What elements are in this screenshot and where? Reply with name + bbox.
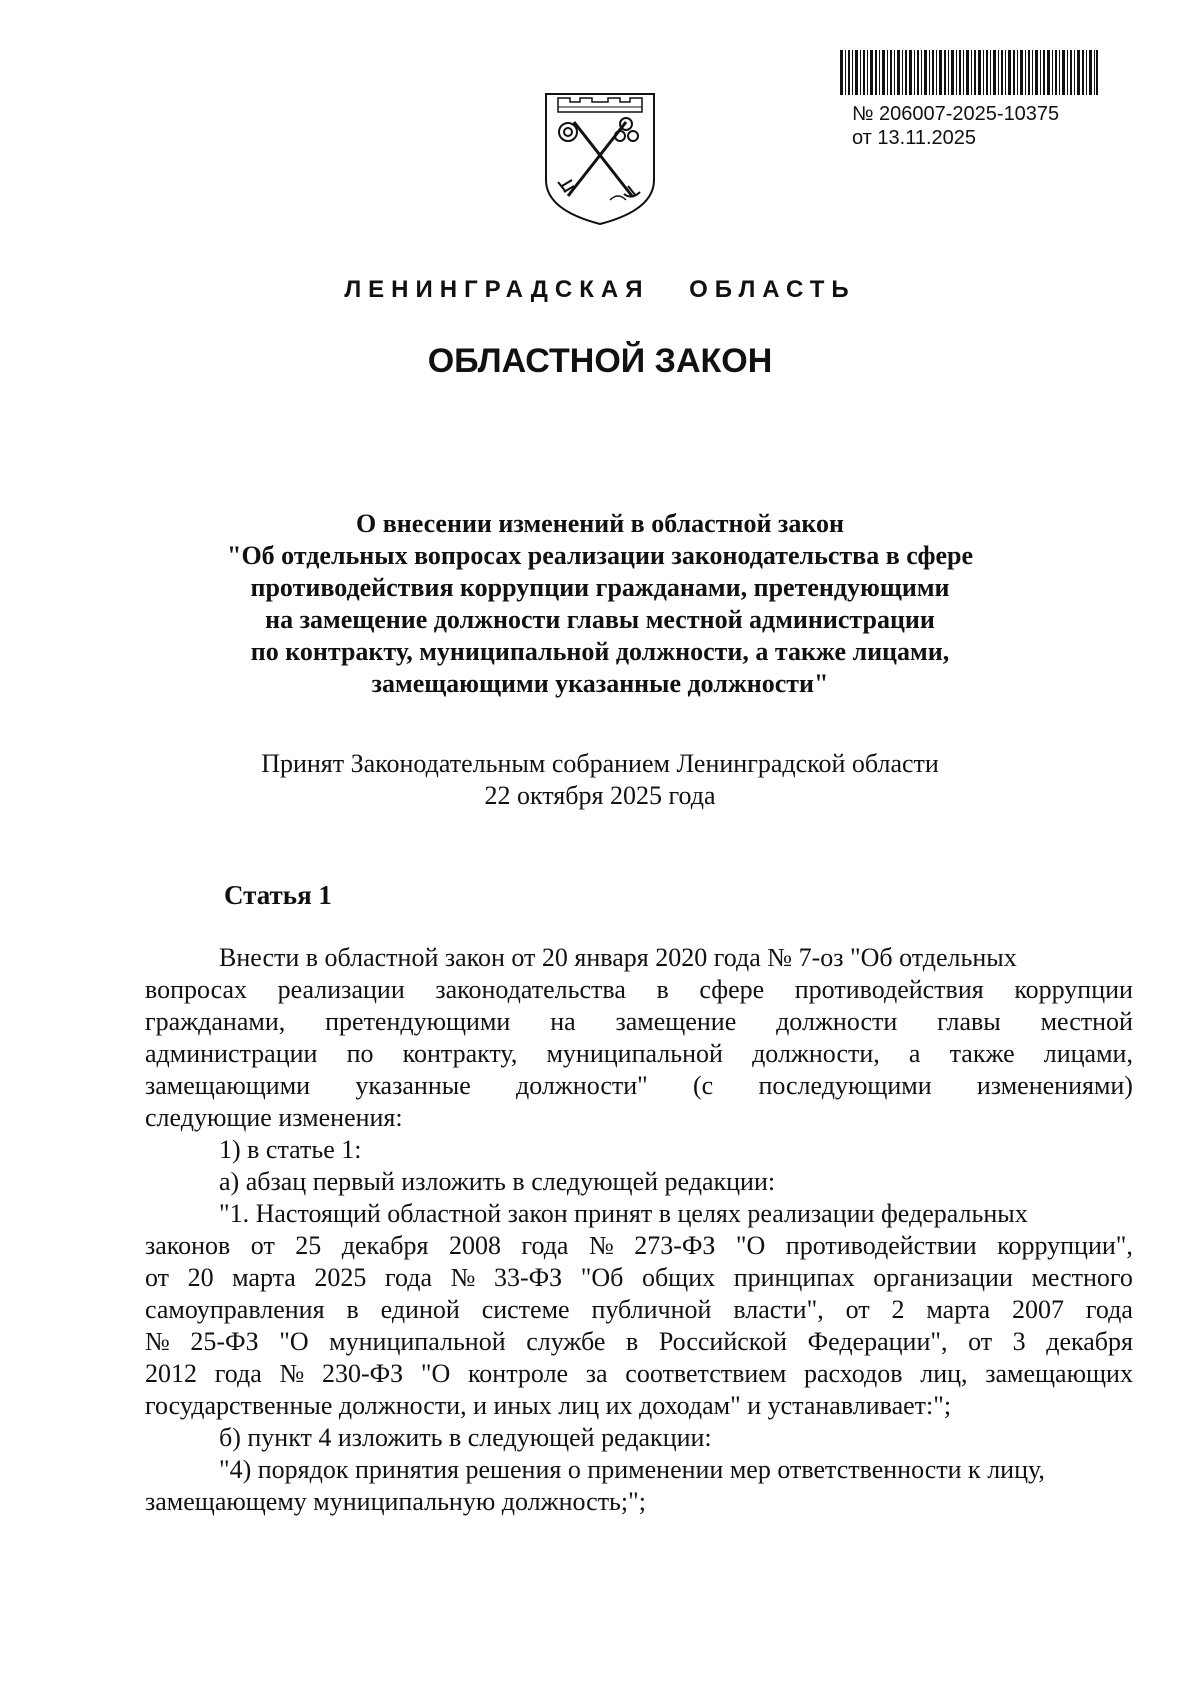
body-line: 1) в статье 1: — [219, 1135, 362, 1164]
body-line: "4) порядок принятия решения о применении мер ответственности к лицу, — [219, 1455, 1045, 1484]
document-type-heading: ОБЛАСТНОЙ ЗАКОН — [427, 342, 773, 380]
adoption-date: 22 октября 2025 года — [484, 781, 716, 810]
registration-number: № 206007-2025-10375 — [852, 103, 1060, 125]
body-line: гражданами, претендующими на замещение должности главы местной — [145, 1007, 1133, 1036]
title-line: по контракту, муниципальной должности, а также лицами, — [250, 637, 950, 666]
title-line: противодействия коррупции гражданами, претендующими — [250, 573, 950, 602]
article-heading: Статья 1 — [224, 880, 332, 910]
registration-date: от 13.11.2025 — [852, 127, 977, 149]
body-line: следующие изменения: — [145, 1103, 403, 1132]
body-line: "1. Настоящий областной закон принят в целях реализации федеральных — [219, 1199, 1028, 1228]
title-line: О внесении изменений в областной закон — [355, 509, 845, 538]
body-line: замещающему муниципальную должность;"; — [145, 1487, 646, 1516]
title-line: на замещение должности главы местной администрации — [265, 605, 935, 634]
law-title — [0, 508, 1200, 700]
body-line: государственные должности, и иных лиц их доходам" и устанавливает:"; — [145, 1391, 952, 1420]
barcode — [840, 50, 1098, 95]
coat-of-arms-icon — [540, 88, 660, 228]
body-line: законов от 25 декабря 2008 года № 273-ФЗ "О противодействии коррупции", — [145, 1231, 1133, 1260]
body-line: № 25-ФЗ "О муниципальной службе в Российской Федерации", от 3 декабря — [145, 1327, 1133, 1356]
body-line: Внести в областной закон от 20 января 2020 года № 7-оз "Об отдельных — [219, 943, 1017, 972]
body-line: самоуправления в единой системе публичной власти", от 2 марта 2007 года — [145, 1295, 1133, 1324]
body-line: а) абзац первый изложить в следующей редакции: — [219, 1167, 776, 1196]
body-line: б) пункт 4 изложить в следующей редакции: — [219, 1423, 712, 1452]
article-body — [145, 942, 1133, 1518]
title-line: "Об отдельных вопросах реализации законодательства в сфере — [227, 541, 973, 570]
adoption-note — [0, 748, 1200, 812]
body-line: вопросах реализации законодательства в сфере противодействия коррупции — [145, 975, 1133, 1004]
region-heading: ЛЕНИНГРАДСКАЯ ОБЛАСТЬ — [344, 276, 856, 303]
title-line: замещающими указанные должности" — [371, 669, 829, 698]
body-line: администрации по контракту, муниципальной должности, а также лицами, — [145, 1039, 1133, 1068]
registration-stamp — [852, 102, 1059, 150]
body-line: от 20 марта 2025 года № 33-ФЗ "Об общих принципах организации местного — [145, 1263, 1133, 1292]
adoption-body: Принят Законодательным собранием Ленинградской области — [261, 749, 939, 778]
body-line: 2012 года № 230-ФЗ "О контроле за соответствием расходов лиц, замещающих — [145, 1359, 1133, 1388]
body-line: замещающими указанные должности" (с последующими изменениями) — [145, 1071, 1133, 1100]
